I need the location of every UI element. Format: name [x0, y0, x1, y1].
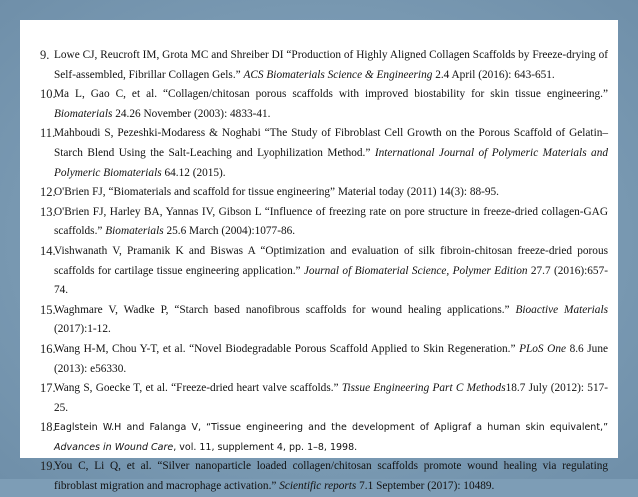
reference-item: [40, 418, 608, 457]
reference-details: 8.6 June (2013): e56330.: [54, 342, 608, 375]
reference-details: (2017):1-12.: [54, 323, 111, 336]
reference-journal: Scientific reports: [279, 480, 357, 493]
reference-text: Mahboudi S, Pezeshki-Modaress & Noghabi “The Study of Fibroblast Cell Growth on the Porous Scaffold of Gelatin–Starch Blend Using the Salt-Leaching and Lyophilization Method.”: [54, 127, 608, 159]
reference-number: 16.: [40, 341, 56, 356]
reference-text: Wang S, Goecke T, et al. “Freeze-dried heart valve scaffolds.”: [54, 382, 342, 395]
reference-number: 10.: [40, 87, 56, 102]
reference-details: 24.26 November (2003): 4833-41.: [112, 107, 271, 120]
reference-number: 17.: [40, 381, 56, 396]
reference-text: Eaglstein W.H and Falanga V, “Tissue engineering and the development of Apligraf a human skin equivalent,”: [54, 422, 608, 434]
reference-details: 18.7 July (2012): 517-25.: [54, 382, 608, 414]
reference-journal: Tissue Engineering Part C Methods: [341, 382, 506, 395]
reference-journal: Biomaterials: [105, 225, 164, 238]
reference-item: [40, 301, 608, 340]
reference-number: 12.: [40, 185, 56, 200]
reference-text: You C, Li Q, et al. “Silver nanoparticle loaded collagen/chitosan scaffolds promote wound healing via regulating fibroblast migration and macrophage activation.”: [54, 460, 608, 493]
reference-number: 11.: [40, 126, 56, 141]
reference-number: 18.: [40, 420, 56, 435]
reference-journal: International Journal of Polymeric Materials and Polymeric Biomaterials: [54, 146, 608, 179]
reference-details: 25.6 March (2004):1077-86.: [163, 225, 296, 238]
reference-item: [40, 340, 608, 379]
reference-details: 7.1 September (2017): 10489.: [356, 480, 495, 493]
reference-item: [40, 457, 608, 496]
reference-item: [40, 124, 608, 183]
reference-item: [40, 183, 608, 203]
reference-details: , vol. 11, supplement 4, pp. 1–8, 1998.: [173, 441, 358, 453]
reference-item: [40, 242, 608, 301]
reference-journal: Bioactive Materials: [515, 303, 608, 316]
reference-item: [40, 46, 608, 85]
reference-text: Wang H-M, Chou Y-T, et al. “Novel Biodegradable Porous Scaffold Applied to Skin Regeneration.”: [54, 342, 520, 355]
reference-journal: ACS Biomaterials Science & Engineering: [243, 68, 433, 81]
reference-text: Waghmare V, Wadke P, “Starch based nanofibrous scaffolds for wound healing applications.”: [54, 303, 516, 316]
reference-number: 19.: [40, 459, 56, 474]
reference-details: 64.12 (2015).: [161, 166, 226, 179]
reference-details: 27.7 (2016):657-74.: [54, 264, 608, 297]
reference-item: [40, 379, 608, 418]
reference-item: [40, 85, 608, 124]
reference-text: O'Brien FJ, Harley BA, Yannas IV, Gibson L “Influence of freezing rate on pore structure in freeze-dried collagen-GAG scaffolds.”: [54, 205, 608, 238]
reference-text: Vishwanath V, Pramanik K and Biswas A “Optimization and evaluation of silk fibroin-chitosan freeze-dried porous scaffolds for cartilage tissue engineering application.”: [54, 244, 608, 277]
reference-journal: PLoS One: [519, 342, 566, 355]
reference-text: Lowe CJ, Reucroft IM, Grota MC and Shreiber DI “Production of Highly Aligned Collagen Scaffolds by Freeze-drying of Self-assembled, Fibrillar Collagen Gels.”: [54, 49, 608, 81]
reference-number: 14.: [40, 243, 56, 258]
reference-text: O'Brien FJ, “Biomaterials and scaffold for tissue engineering” Material today (2011) 14(3): 88-95.: [54, 186, 500, 199]
reference-journal: Biomaterials: [54, 107, 113, 120]
reference-list: [40, 46, 608, 497]
reference-number: 15.: [40, 302, 56, 317]
reference-text: Ma L, Gao C, et al. “Collagen/chitosan porous scaffolds with improved biostability for skin tissue engineering.”: [54, 88, 608, 101]
reference-details: 2.4 April (2016): 643-651.: [432, 68, 555, 81]
reference-journal: Advances in Wound Care: [54, 441, 174, 453]
reference-journal: Journal of Biomaterial Science, Polymer Edition: [303, 264, 528, 277]
reference-number: 13.: [40, 204, 56, 219]
reference-item: [40, 203, 608, 242]
reference-number: 9.: [40, 48, 50, 62]
